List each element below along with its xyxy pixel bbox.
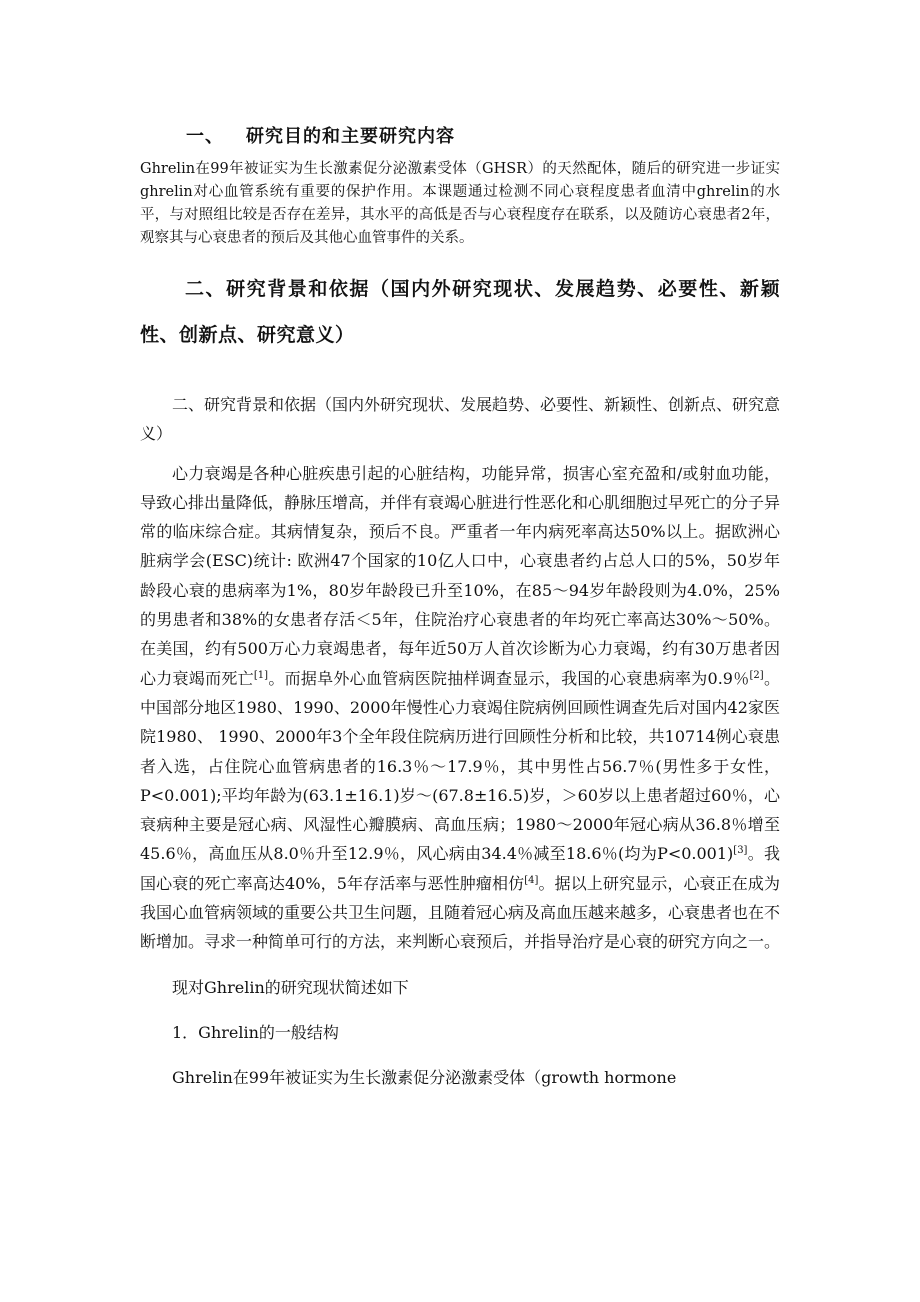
subheading-paragraph: 二、研究背景和依据（国内外研究现状、发展趋势、必要性、新颖性、创新点、研究意义） [140, 395, 781, 444]
text-run: 。据以上研究显示，心衰正在成为我国心血管病领域的重要公共卫生问题，且随着冠心病及高血压越来越多，心衰患者也在不断增加。寻求一种简单可行的方法，来判断心衰预后，并指导治疗是心衰的研究方向之一。 [140, 873, 781, 952]
section-heading-2: 二、研究背景和依据（国内外研究现状、发展趋势、必要性、新颖性、创新点、研究意义） [140, 278, 780, 346]
text-run: 。我国心衰的死亡率高达40%，5年存活率与恶性肿瘤相仿 [140, 844, 780, 893]
paragraph-start: Ghrelin在99年被证实为生长激素促分泌激素受体（growth hormone [172, 1068, 677, 1088]
citation-ref: [4] [524, 874, 539, 886]
section-subtitle: 1．Ghrelin的一般结构 [172, 1022, 339, 1042]
text-run: 心力衰竭是各种心脏疾患引起的心脏结构，功能异常，损害心室充盈和/或射血功能，导致心排出量降低，静脉压增高，并伴有衰竭心脏进行性恶化和心肌细胞过早死亡的分子异常的临床综合症。其病情复杂，预后不良。严重者一年内病死率高达50%以上。据欧洲心脏病学会(ESC)统计: 欧洲47个国家的10亿人口中，心衰患者约占总人口的5%，50岁年龄段心衰的患病率为1%，80岁年龄段已升至10%，在85～94岁年龄段则为4.0%，25%的男患者和38%的女患者存活＜5年，住院治疗心衰患者的年均死亡率高达30%～50%。在美国，约有500万心力衰竭患者，每年近50万人首次诊断为心力衰竭，约有30万患者因心力衰竭而死亡 [140, 463, 781, 688]
section-heading-1 [186, 122, 455, 148]
main-paragraph [140, 459, 780, 957]
intro-paragraph: Ghrelin在99年被证实为生长激素促分泌激素受体（GHSR）的天然配体，随后的研究进一步证实ghrelin对心血管系统有重要的保护作用。本课题通过检测不同心衰程度患者血清中ghrelin的水平，与对照组比较是否存在差异，其水平的高低是否与心衰程度存在联系，以及随访心衰患者2年，观察其与心衰患者的预后及其他心血管事件的关系。 [140, 161, 780, 246]
section-title: 研究目的和主要研究内容 [246, 126, 455, 147]
citation-ref: [3] [733, 845, 748, 857]
citation-ref: [2] [749, 669, 764, 681]
status-line: 现对Ghrelin的研究现状简述如下 [172, 977, 409, 997]
section-number: 一、 [186, 126, 224, 147]
text-run: 。中国部分地区1980、1990、2000年慢性心力衰竭住院病例回顾性调查先后对国内42家医院1980、 1990、2000年3个全年段住院病历进行回顾性分析和比较，共10714例心衰患者入选，占住院心血管病患者的16.3％～17.9％，其中男性占56.7％(男性多于女性，P<0.001);平均年龄为(63.1±16.1)岁～(67.8±16.5)岁，＞60岁以上患者超过60％，心衰病种主要是冠心病、风湿性心瓣膜病、高血压病；1980～2000年冠心病从36.8％增至45.6％，高血压从8.0％升至12.9％，风心病由34.4％减至18.6％(均为P<0.001) [140, 668, 780, 864]
text-run: 。而据阜外心血管病医院抽样调查显示，我国的心衰患病率为0.9％ [268, 668, 750, 688]
citation-ref: [1] [253, 669, 269, 681]
body-text [140, 390, 780, 1093]
